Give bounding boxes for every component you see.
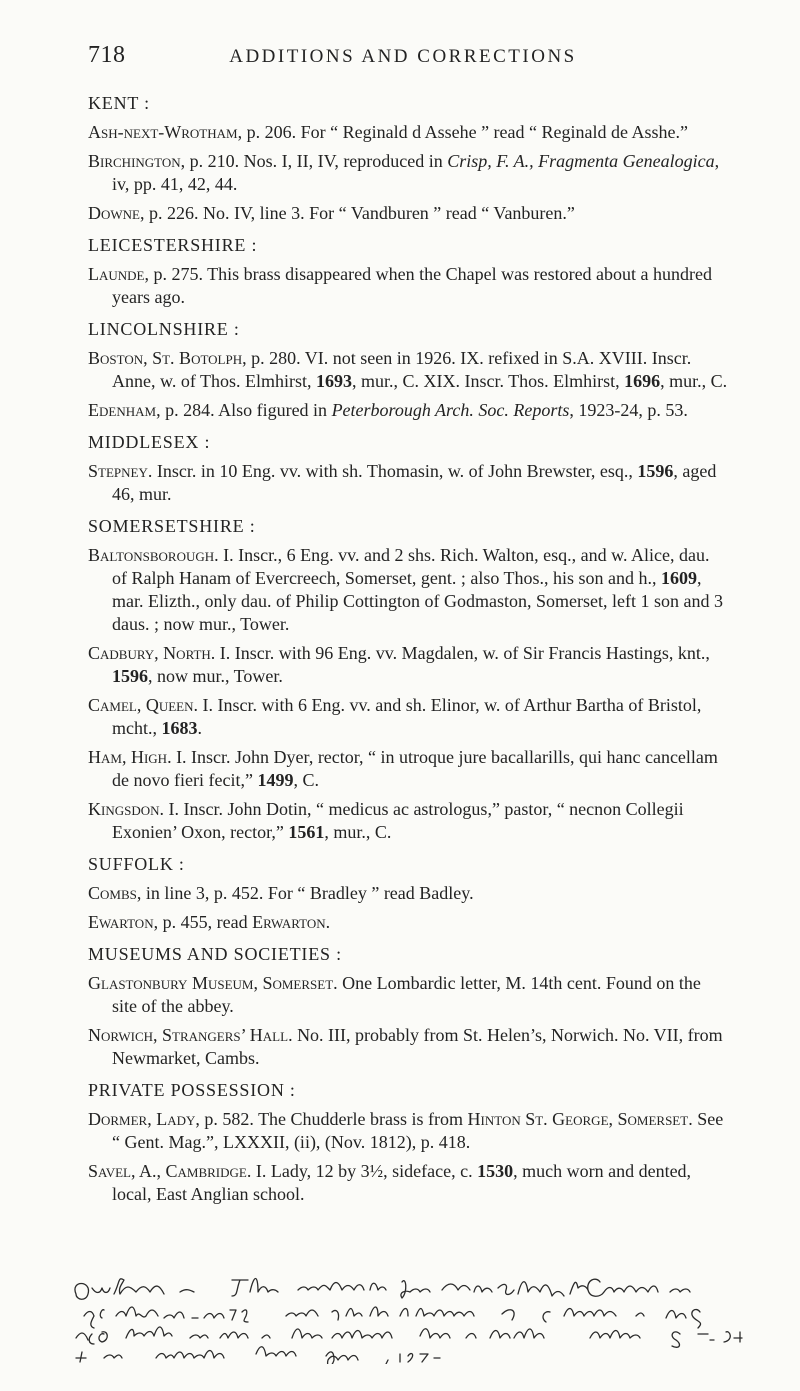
section-heading: SOMERSETSHIRE : bbox=[88, 516, 256, 536]
section-heading: MUSEUMS AND SOCIETIES : bbox=[88, 944, 342, 964]
entry-text: , p. 275. This brass disappeared when the Chapel was restored about a hundred years ago. bbox=[112, 264, 713, 307]
entry-date: 1596 bbox=[637, 461, 674, 481]
entry-text: , mur., C. XIX. Inscr. Thos. Elmhirst, bbox=[352, 371, 625, 391]
entry-date: 1499 bbox=[257, 770, 294, 790]
entry-place-name: Edenham bbox=[88, 400, 157, 420]
entry-place-name: Ewarton bbox=[88, 912, 154, 932]
entry-text: . One Lombardic letter, M. 14th cent. Found on the site of the abbey. bbox=[112, 973, 701, 1016]
entry-place-name: Birchington bbox=[88, 151, 181, 171]
entry-date: 1609 bbox=[661, 568, 698, 588]
entry-place-name: Stepney bbox=[88, 461, 148, 481]
entry-text: , C. bbox=[293, 770, 319, 790]
entry-text: . I. Lady, 12 by 3½, sideface, c. bbox=[246, 1161, 478, 1181]
section-heading: PRIVATE POSSESSION : bbox=[88, 1080, 296, 1100]
entry-date: 1693 bbox=[316, 371, 352, 391]
entry-date: 1696 bbox=[624, 371, 661, 391]
entry bbox=[88, 460, 728, 506]
entry-text: , p. 226. No. IV, line 3. For “ Vandburen ” read “ Vanburen.” bbox=[140, 203, 575, 223]
section-heading: KENT : bbox=[88, 93, 150, 113]
entry bbox=[88, 1108, 728, 1154]
entry-text: , in line 3, p. 452. For “ Bradley ” read Badley. bbox=[136, 883, 474, 903]
entry-date: 1561 bbox=[288, 822, 325, 842]
entry bbox=[88, 1160, 728, 1206]
page-number: 718 bbox=[88, 42, 126, 68]
entry-text: . See “ Gent. Mag.”, LXXXII, (ii), (Nov. 1812), p. 418. bbox=[112, 1109, 724, 1152]
entry-place-name: Glastonbury Museum, Somerset bbox=[88, 973, 334, 993]
entry bbox=[88, 798, 728, 844]
section-heading: LINCOLNSHIRE : bbox=[88, 319, 240, 339]
entry-text: , p. 210. Nos. I, II, IV, reproduced in bbox=[180, 151, 448, 171]
entry-place-name: Dormer, Lady bbox=[88, 1109, 196, 1129]
entry-place-name: Kingsdon bbox=[88, 799, 160, 819]
entry bbox=[88, 347, 728, 393]
entry-text: . I. Inscr. John Dyer, rector, “ in utroque jure bacallarills, qui hanc cancellam de novo fieri fecit,” bbox=[112, 747, 718, 790]
handwritten-note bbox=[70, 1272, 760, 1364]
entry-place-name: Launde bbox=[88, 264, 145, 284]
entry bbox=[88, 202, 728, 225]
entry-place-name: Norwich, Strangers’ Hall bbox=[88, 1025, 289, 1045]
entry-text: , mur., C. bbox=[324, 822, 392, 842]
section-heading: MIDDLESEX : bbox=[88, 432, 211, 452]
entry-text: , p. 206. For “ Reginald d Assehe ” read “ Reginald de Asshe.” bbox=[237, 122, 688, 142]
entry bbox=[88, 882, 728, 905]
entry-citation: Peterborough Arch. Soc. Reports bbox=[331, 400, 570, 420]
entry-citation: Crisp, F. A., Fragmenta Genealogica bbox=[447, 151, 715, 171]
section-heading: SUFFOLK : bbox=[88, 854, 185, 874]
entry-text: , p. 582. The Chudderle brass is from bbox=[195, 1109, 468, 1129]
entry-date: 1683 bbox=[161, 718, 198, 738]
entry-text: , p. 284. Also figured in bbox=[156, 400, 332, 420]
entry-text: . I. Inscr., 6 Eng. vv. and 2 shs. Rich. Walton, esq., and w. Alice, dau. of Ralph Hanam of Evercreech, Somerset, gent. ; also Thos., his son and h., bbox=[112, 545, 710, 588]
entry bbox=[88, 150, 728, 196]
entry-text: . bbox=[325, 912, 331, 932]
entry-date: 1530 bbox=[477, 1161, 514, 1181]
entry-place-name: Camel, Queen bbox=[88, 695, 194, 715]
running-head bbox=[88, 42, 718, 72]
entry-place-name: Hinton St. George, Somerset bbox=[467, 1109, 689, 1129]
entry-place-name: Cadbury, North bbox=[88, 643, 211, 663]
entry-text: , much worn and dented, local, East Anglian school. bbox=[112, 1161, 692, 1204]
entry-text: , mur., C. bbox=[660, 371, 728, 391]
entry-text: . Inscr. in 10 Eng. vv. with sh. Thomasin, w. of John Brewster, esq., bbox=[147, 461, 638, 481]
entry bbox=[88, 1024, 728, 1070]
entry bbox=[88, 694, 728, 740]
entry-place-name: Ash-next-Wrotham bbox=[88, 122, 238, 142]
entry-place-name: Ham, High bbox=[88, 747, 168, 767]
entry-text: , 1923-24, p. 53. bbox=[569, 400, 688, 420]
entry-place-name: Erwarton bbox=[252, 912, 326, 932]
entry bbox=[88, 642, 728, 688]
running-title: ADDITIONS AND CORRECTIONS bbox=[229, 46, 577, 67]
entry-text: , p. 455, read bbox=[153, 912, 253, 932]
entry-text: . No. III, probably from St. Helen’s, Norwich. No. VII, from Newmarket, Cambs. bbox=[112, 1025, 723, 1068]
entry-text: , aged 46, mur. bbox=[112, 461, 717, 504]
entry bbox=[88, 972, 728, 1018]
entry bbox=[88, 746, 728, 792]
page-content bbox=[88, 92, 728, 1206]
entry-text: . I. Inscr. with 6 Eng. vv. and sh. Elinor, w. of Arthur Bartha of Bristol, mcht., bbox=[112, 695, 702, 738]
entry-text: , iv, pp. 41, 42, 44. bbox=[112, 151, 720, 194]
entry-date: 1596 bbox=[112, 666, 148, 686]
entry bbox=[88, 263, 728, 309]
entry bbox=[88, 399, 728, 422]
entry-text: , mar. Elizth., only dau. of Philip Cottington of Godmaston, Somerset, left 1 son and 3 daus. ; now mur., Tower. bbox=[112, 568, 723, 634]
entry-text: . I. Inscr. John Dotin, “ medicus ac astrologus,” pastor, “ necnon Collegii Exonien’ Oxon, rector,” bbox=[112, 799, 684, 842]
entry-place-name: Baltonsborough bbox=[88, 545, 215, 565]
entry bbox=[88, 544, 728, 636]
entry-place-name: Boston, St. Botolph bbox=[88, 348, 243, 368]
entry-place-name: Savel, A., Cambridge bbox=[88, 1161, 247, 1181]
section-heading: LEICESTERSHIRE : bbox=[88, 235, 258, 255]
entry-text: , p. 280. VI. not seen in 1926. IX. refixed in S.A. XVIII. Inscr. Anne, w. of Thos. Elmhirst, bbox=[112, 348, 692, 391]
entry bbox=[88, 911, 728, 934]
entry-place-name: Downe bbox=[88, 203, 140, 223]
entry-text: . bbox=[197, 718, 202, 738]
entry-text: . I. Inscr. with 96 Eng. vv. Magdalen, w. of Sir Francis Hastings, knt., bbox=[210, 643, 710, 663]
entry-text: , now mur., Tower. bbox=[148, 666, 283, 686]
entry-place-name: Combs bbox=[88, 883, 137, 903]
entry bbox=[88, 121, 728, 144]
